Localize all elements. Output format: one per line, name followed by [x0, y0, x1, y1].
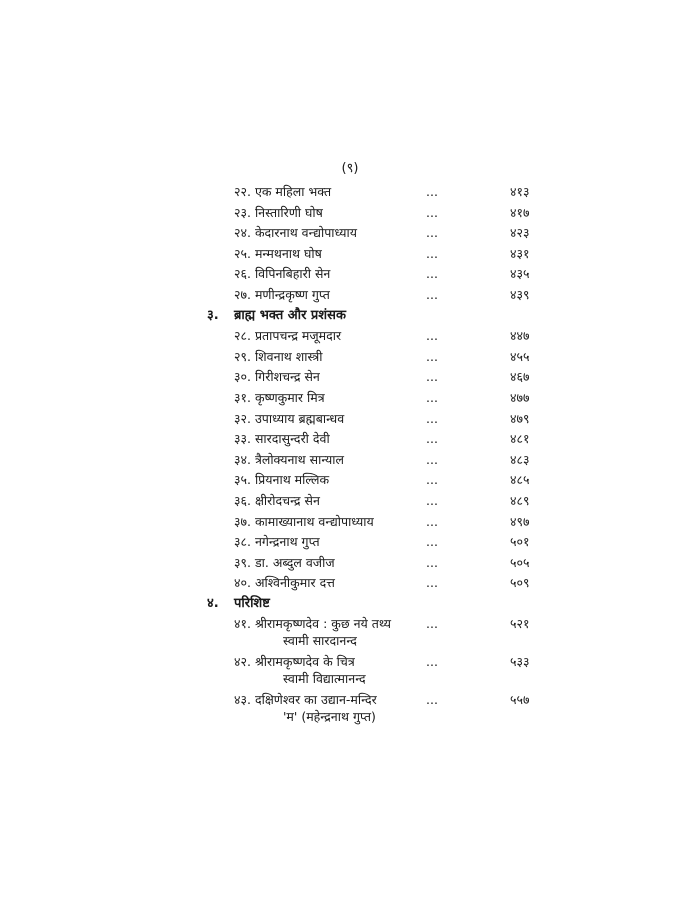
entry-title: २७. मणीन्द्रकृष्ण गुप्त	[234, 286, 330, 302]
leader-dots: ...	[426, 616, 438, 632]
entry-title: २६. विपिनबिहारी सेन	[234, 266, 331, 282]
toc-entry	[0, 573, 700, 594]
leader-dots: ...	[426, 575, 438, 591]
entry-author: 'म' (महेन्द्रनाथ गुप्त)	[283, 709, 376, 725]
leader-dots: ...	[426, 410, 438, 426]
leader-dots: ...	[426, 184, 438, 199]
toc-entry	[0, 367, 700, 388]
entry-page-number: ५५७	[510, 692, 530, 708]
entry-author: स्वामी विद्यात्मानन्द	[283, 671, 366, 687]
entry-page-number: ५०५	[510, 554, 530, 570]
toc-entry	[0, 690, 700, 728]
entry-title: ३१. कृष्णकुमार मित्र	[234, 389, 325, 405]
entry-title: ३६. क्षीरोदचन्द्र सेन	[234, 492, 320, 508]
section-title: ब्राह्म भक्त और प्रशंसक	[234, 307, 346, 323]
leader-dots: ...	[426, 534, 438, 550]
toc-entry	[0, 491, 700, 512]
entry-title: २४. केदारनाथ वन्द्योपाध्याय	[234, 225, 357, 241]
entry-page-number: ४८९	[510, 492, 530, 508]
leader-dots: ...	[426, 554, 438, 570]
leader-dots: ...	[426, 348, 438, 364]
toc-entry	[0, 182, 700, 203]
entry-title: ३९. डा. अब्दुल वजीज	[234, 554, 335, 570]
leader-dots: ...	[426, 654, 438, 670]
leader-dots: ...	[426, 472, 438, 488]
entry-title: ३०. गिरीशचन्द्र सेन	[234, 369, 320, 385]
toc-entry	[0, 244, 700, 265]
entry-page-number: ५३३	[510, 654, 530, 670]
toc-entry	[0, 223, 700, 244]
leader-dots: ...	[426, 389, 438, 405]
entry-title: २९. शिवनाथ शास्त्री	[234, 348, 323, 364]
toc-entry	[0, 388, 700, 409]
leader-dots: ...	[426, 369, 438, 385]
entry-title: ३८. नगेन्द्रनाथ गुप्त	[234, 534, 320, 550]
leader-dots: ...	[426, 245, 438, 261]
entry-title: ४१. श्रीरामकृष्णदेव : कुछ नये तथ्य	[234, 616, 391, 632]
entry-page-number: ४३९	[510, 286, 530, 302]
page-number: (९)	[341, 161, 359, 176]
leader-dots: ...	[426, 286, 438, 302]
entry-page-number: ५०१	[510, 534, 530, 550]
entry-page-number: ४४७	[510, 328, 530, 344]
toc-entry	[0, 409, 700, 430]
section-heading	[0, 594, 700, 615]
entry-page-number: ४८१	[510, 431, 530, 447]
table-of-contents	[0, 182, 700, 728]
entry-title: ४३. दक्षिणेश्वर का उद्यान-मन्दिर	[234, 692, 377, 708]
leader-dots: ...	[426, 492, 438, 508]
toc-entry	[0, 652, 700, 690]
leader-dots: ...	[426, 328, 438, 344]
toc-entry	[0, 512, 700, 533]
section-heading	[0, 306, 700, 327]
toc-entry	[0, 347, 700, 368]
toc-entry	[0, 264, 700, 285]
leader-dots: ...	[426, 266, 438, 282]
entry-page-number: ४३१	[510, 245, 530, 261]
entry-title: २५. मन्मथनाथ घोष	[234, 245, 322, 261]
section-number: ३.	[207, 307, 219, 323]
leader-dots: ...	[426, 204, 438, 220]
entry-page-number: ४६७	[510, 369, 530, 385]
toc-entry	[0, 450, 700, 471]
toc-entry	[0, 285, 700, 306]
entry-page-number: ४८३	[510, 451, 530, 467]
entry-page-number: ४७७	[510, 389, 530, 405]
entry-page-number: ४१३	[510, 184, 530, 199]
entry-title: ३५. प्रियनाथ मल्लिक	[234, 472, 330, 488]
toc-entry	[0, 553, 700, 574]
entry-title: ३२. उपाध्याय ब्रह्मबान्धव	[234, 410, 345, 426]
entry-title: ३४. त्रैलोक्यनाथ सान्याल	[234, 451, 344, 467]
toc-entry	[0, 326, 700, 347]
section-number: ४.	[207, 595, 219, 611]
leader-dots: ...	[426, 451, 438, 467]
entry-page-number: ४२३	[510, 225, 530, 241]
entry-page-number: ५२१	[510, 616, 530, 632]
leader-dots: ...	[426, 692, 438, 708]
leader-dots: ...	[426, 431, 438, 447]
entry-page-number: ५०९	[510, 575, 530, 591]
entry-page-number: ४८५	[510, 472, 530, 488]
entry-page-number: ४९७	[510, 513, 530, 529]
entry-page-number: ४५५	[510, 348, 530, 364]
toc-entry	[0, 614, 700, 652]
leader-dots: ...	[426, 225, 438, 241]
entry-title: २८. प्रतापचन्द्र मजूमदार	[234, 328, 342, 344]
entry-title: ४२. श्रीरामकृष्णदेव के चित्र	[234, 654, 355, 670]
toc-entry	[0, 429, 700, 450]
entry-title: ३३. सारदासुन्दरी देवी	[234, 431, 330, 447]
toc-entry	[0, 203, 700, 224]
entry-title: २३. निस्तारिणी घोष	[234, 204, 323, 220]
entry-author: स्वामी सारदानन्द	[283, 633, 357, 649]
entry-title: २२. एक महिला भक्त	[234, 184, 332, 199]
entry-page-number: ४३५	[510, 266, 530, 282]
leader-dots: ...	[426, 513, 438, 529]
entry-page-number: ४७९	[510, 410, 530, 426]
toc-entry	[0, 532, 700, 553]
entry-title: ४०. अश्विनीकुमार दत्त	[234, 575, 335, 591]
entry-title: ३७. कामाख्यानाथ वन्द्योपाध्याय	[234, 513, 374, 529]
toc-entry	[0, 470, 700, 491]
entry-page-number: ४१७	[510, 204, 530, 220]
section-title: परिशिष्ट	[234, 595, 270, 611]
